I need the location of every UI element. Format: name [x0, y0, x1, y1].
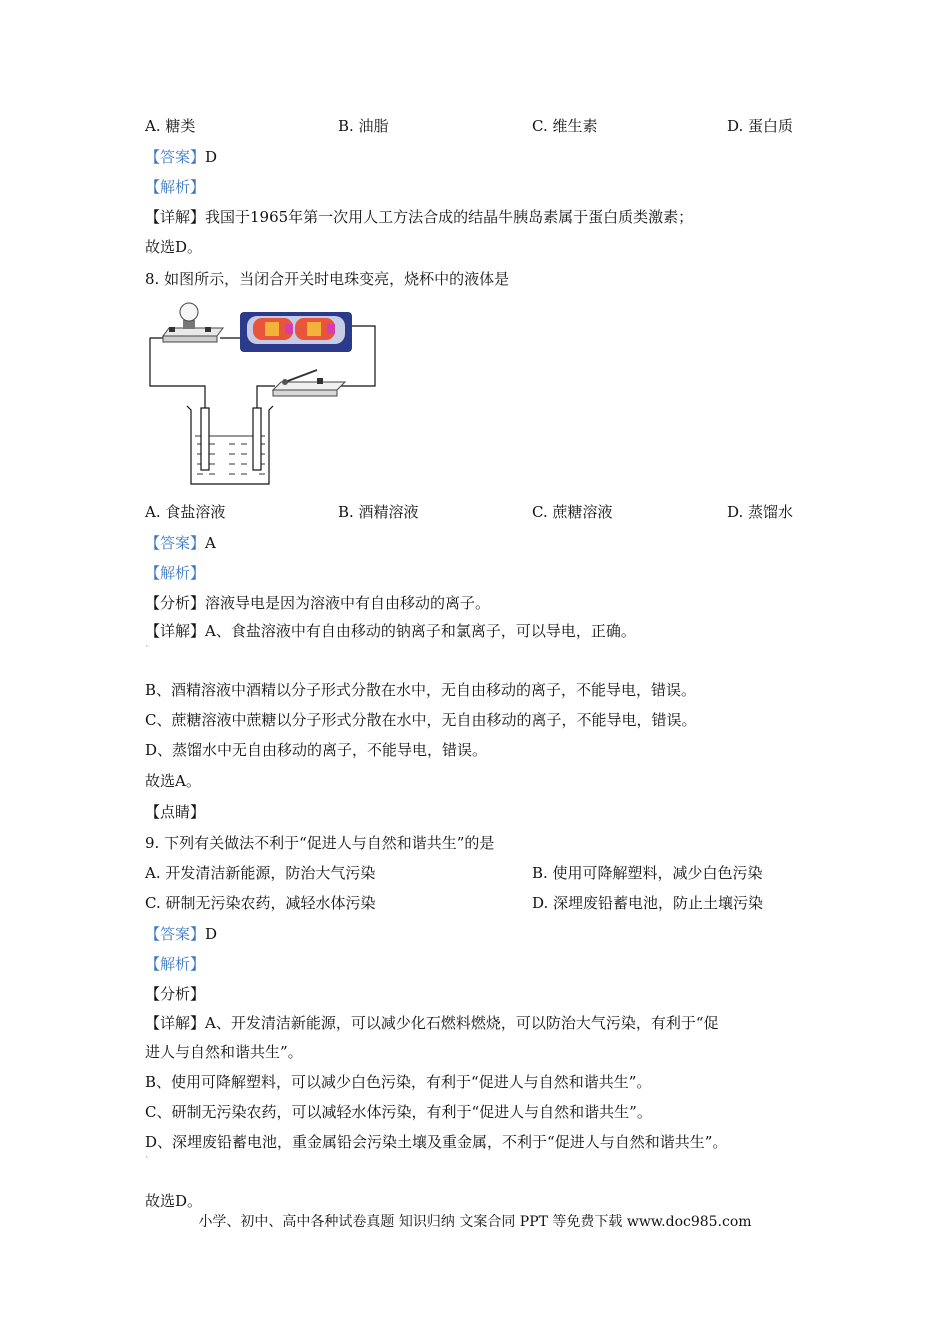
q8-conclusion: 故选A。: [145, 772, 201, 790]
q7-analysis: 【解析】: [145, 178, 206, 196]
q7-conclusion: 故选D。: [145, 238, 203, 256]
line-mark: ˋ: [145, 1157, 150, 1167]
q8-option-b: B. 酒精溶液: [338, 503, 419, 521]
q8-option-a: A. 食盐溶液: [145, 503, 226, 521]
q9-option-b: B. 使用可降解塑料，减少白色污染: [532, 864, 763, 882]
q9-detail-a1: 【详解】A、开发清洁新能源，可以减少化石燃料燃烧，可以防治大气污染，有利于“促: [145, 1014, 719, 1032]
q7-option-a: A. 糖类: [145, 117, 196, 135]
q7-answer: 【答案】D: [145, 148, 218, 166]
q7-option-d: D. 蛋白质: [727, 117, 794, 135]
q9-option-c: C. 研制无污染农药，减轻水体污染: [145, 894, 376, 912]
q9-option-a: A. 开发清洁新能源，防治大气污染: [145, 864, 376, 882]
q8-answer: 【答案】A: [145, 534, 216, 552]
q8-detail-c: C、蔗糖溶液中蔗糖以分子形式分散在水中，无自由移动的离子，不能导电，错误。: [145, 711, 697, 729]
q9-conclusion: 故选D。: [145, 1192, 203, 1210]
q8-detail-a: 【详解】A、食盐溶液中有自由移动的钠离子和氯离子，可以导电，正确。: [145, 622, 636, 640]
q9-answer: 【答案】D: [145, 925, 218, 943]
q7-option-c: C. 维生素: [532, 117, 598, 135]
q8-option-d: D. 蒸馏水: [727, 503, 794, 521]
q9-option-d: D. 深埋废铅蓄电池，防止土壤污染: [532, 894, 764, 912]
q7-detail: 【详解】我国于1965年第一次用人工方法合成的结晶牛胰岛素属于蛋白质类激素；: [145, 208, 694, 226]
lamp-icon: [163, 303, 223, 342]
q8-stem: 8. 如图所示，当闭合开关时电珠变亮，烧杯中的液体是: [145, 270, 510, 288]
q8-analysis: 【解析】: [145, 564, 206, 582]
q8-fenxi: 【分析】溶液导电是因为溶液中有自由移动的离子。: [145, 594, 491, 612]
q9-fenxi: 【分析】: [145, 985, 206, 1003]
q9-detail-d: D、深埋废铅蓄电池，重金属铅会污染土壤及重金属，不利于“促进人与自然和谐共生”。: [145, 1133, 728, 1151]
circuit-diagram: [145, 298, 385, 494]
page-footer: 小学、初中、高中各种试卷真题 知识归纳 文案合同 PPT 等免费下载 www.doc985.com: [198, 1214, 752, 1230]
q9-detail-c: C、研制无污染农药，可以减轻水体污染，有利于“促进人与自然和谐共生”。: [145, 1103, 652, 1121]
q8-dianjing: 【点睛】: [145, 803, 206, 821]
q8-detail-b: B、酒精溶液中酒精以分子形式分散在水中，无自由移动的离子，不能导电，错误。: [145, 681, 697, 699]
q9-detail-b: B、使用可降解塑料，可以减少白色污染，有利于“促进人与自然和谐共生”。: [145, 1073, 652, 1091]
q9-analysis: 【解析】: [145, 955, 206, 973]
line-mark: ˋ: [145, 646, 150, 656]
q7-option-b: B. 油脂: [338, 117, 389, 135]
q9-stem: 9. 下列有关做法不利于“促进人与自然和谐共生”的是: [145, 834, 495, 852]
q8-option-c: C. 蔗糖溶液: [532, 503, 613, 521]
q8-detail-d: D、蒸馏水中无自由移动的离子，不能导电，错误。: [145, 741, 488, 759]
battery-icon: [240, 312, 352, 352]
switch-icon: [273, 370, 345, 396]
q9-detail-a2: 进人与自然和谐共生”。: [145, 1043, 303, 1061]
